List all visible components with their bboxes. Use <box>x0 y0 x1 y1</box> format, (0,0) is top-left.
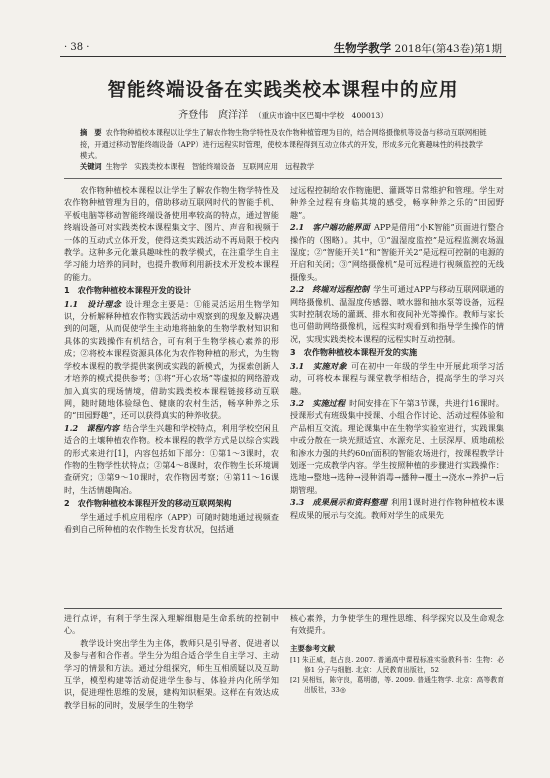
author-affiliation: （重庆市渝中区巴蜀中学校 400013） <box>254 111 388 120</box>
abstract-rule <box>64 178 502 179</box>
journal-name: 生物学教学 <box>333 41 392 55</box>
continued-paragraph: 过远程控制给农作物施肥、灌溉等日常维护和管理。学生对种养全过程有身临其境的感受，畅享种养之乐的“田园野趣”。 <box>290 185 504 220</box>
abstract <box>80 127 490 162</box>
header-rule <box>60 56 506 57</box>
section-3-3-text: 利用1课时进行作物种植校本课程成果的展示与交流。教师对学生的成果先 <box>290 497 504 520</box>
section-3-1-title: 3.1 实施对象 <box>290 360 348 371</box>
section-heading-3: 3 农作物种植校本课程开发的实施 <box>290 347 418 358</box>
section-3-3 <box>290 496 504 521</box>
section-1-2 <box>64 422 279 496</box>
section-heading-1: 1 农作物种植校本课程开发的设计 <box>64 285 192 296</box>
abstract-label: 摘 要 <box>80 128 102 137</box>
section-3-1 <box>290 360 504 397</box>
section-1-1-title: 1.1 设计理念 <box>64 298 122 309</box>
section-heading-2: 2 农作物种植校本课程开发的移动互联网架构 <box>64 498 232 509</box>
bottom-left-paragraph-1: 进行点评，有利于学生深入理解细胞是生命系统的控制中心。 <box>64 613 279 636</box>
section-divider <box>64 608 502 609</box>
section-2-1-text: APP是借用“小K智能”页面进行整合操作的（图略）。其中，①“温湿度监控”是远程监测农场温湿度；②“智能开关1”和“智能开关2”是远程可控制的电源的开启和关闭；③“网络摄像机”是可远程进行视频监控的无线摄像头。 <box>290 222 504 282</box>
section-1-2-title: 1.2 课程内容 <box>64 422 120 433</box>
section-2-paragraph: 学生通过手机应用程序（APP）可随时随地通过视频查看到自己所种植的农作物生长发育状况，包括通 <box>64 511 279 534</box>
article-title: 智能终端设备在实践类校本课程中的应用 <box>107 80 459 101</box>
left-column <box>64 184 279 535</box>
section-3-1-text: 可在初中一年级的学生中开展此项学习活动，可将校本课程与课堂教学相结合，提高学生的学习兴趣。 <box>290 360 504 396</box>
page-number: · 38 · <box>64 42 90 53</box>
journal-header <box>334 40 502 56</box>
section-3-2 <box>290 397 504 496</box>
right-column <box>290 184 504 521</box>
section-1-1-text: 设计理念主要是：①能灵活运用生物学知识，分析解释种植农作物实践活动中观察到的现象及解决遇到的问题，从而促使学生主动地将抽象的生物学教材知识和具体的实践操作有机结合，可有利于生物学核心素养的形成；②将校本课程资源具体化为农作物种植的形式，为生物学校本课程的教学提供案例或实践的新模式，为探索创新人才培养的模式提供参考；③将“开心农场”等虚拟的网络游戏加入真实的现场情境，借助实践类校本课程链接移动互联网，随时随地体验绿色、健康的农村生活，畅享种养之乐的“田园野趣”，还可以获得真实的种养收获。 <box>64 298 279 421</box>
journal-issue: 2018年(第43卷)第1期 <box>394 43 502 55</box>
reference-item: [2] 吴相钰，陈守良，葛明德，等. 2009. 普通生物学. 北京：高等教育出版社，33◎ <box>290 676 504 695</box>
section-1-1 <box>64 298 279 422</box>
section-3-2-text: 时间安排在下午第3节课，共进行16课时。授课形式有班级集中授课、小组合作讨论、活动过程体验和产品相互交流。理论课集中在生物学实验室进行，实践课集中或分散在一块光照适宜、水源充足、土层深厚、质地疏松和渗水力强的共约60㎡面积的智能农场进行，按课程教学计划逐一完成教学内容。学生按照种植的步骤进行实践操作：选地→整地→选种→浸种消毒→播种→覆土→浇水→养护→后期管理。 <box>290 397 504 495</box>
section-3-2-title: 3.2 实施过程 <box>290 397 346 408</box>
keywords <box>80 162 490 172</box>
authors-line <box>60 106 506 121</box>
abstract-text: 农作物种植校本课程以让学生了解农作物生物学特性及农作物种植管理为目的，结合网络摄像机等设备与移动互联网相链接，开通过移动智能终端设备（APP）进行远程实时管理，使校本课程得到互动立体式的开发，形成多元化赛趣味性的科技教学模式。 <box>80 128 487 160</box>
bottom-right-column <box>290 612 504 695</box>
author-names: 齐登伟 庹洋洋 <box>178 110 249 121</box>
references-title: 主要参考文献 <box>290 643 335 653</box>
intro-paragraph: 农作物种植校本课程以让学生了解农作物生物学特性及农作物种植管理为目的，借助移动互联网时代的智能手机、平板电脑等移动智能终端设备使用率较高的特点，通过智能终端设备可对实践类校本课程集文字、图片、声音和视频于一体的互动式立体开发，使得这类实践活动不再局限于校内教学。这种多元化兼具趣味性的教学模式，在注重学生自主学习能力培养的同时，也提升教师利用新技术开发校本课程的能力。 <box>64 185 279 282</box>
bottom-left-column <box>64 612 279 711</box>
keywords-text: 生物学 实践类校本课程 智能终端设备 互联网应用 远程教学 <box>105 162 315 171</box>
bottom-right-paragraph: 核心素养，力争使学生的理性思维、科学探究以及生命观念有效提升。 <box>290 613 504 636</box>
bottom-left-paragraph-2: 教学设计突出学生为主体，教师只是引导者、促进者以及参与者和合作者。学生分为组合适合学生自主学习、主动学习的情景和方法。通过分组探究，师生互相质疑以及互助互学，模型构建等活动促进学生参与、体验并内化所学知识，促进理性思维的发展，建构知识框架。这样在有效达成教学目标的同时，发展学生的生物学 <box>64 637 279 710</box>
section-2-2-text: 学生可通过APP与移动互联网联通的网络摄像机、温湿度传感器、喷水器和抽水泵等设备，远程实时控制农场的灌溉、排水和夜间补光等操作。教师与家长也可借助网络摄像机，远程实时观看到和指导学生操作的情况，实现实践类校本课程的远程实时互动控制。 <box>290 284 504 344</box>
section-1-2-text: 结合学生兴趣和学校特点，利用学校空闲且适合的土壤种植农作物。校本课程的教学方式是以综合实践的形式来进行[1]，内容包括如下部分：①第1～3课时，农作物的生物学性状特点；②第4～8课时，农作物生长环境调查研究；③第9～10课时，农作物因考察；④第11～16课时，生活情趣陶冶。 <box>64 422 279 495</box>
section-3-3-title: 3.3 成果展示和资料整理 <box>290 497 388 508</box>
section-2-2-title: 2.2 终端对远程控制 <box>290 284 370 295</box>
keywords-label: 关键词 <box>80 162 102 171</box>
reference-item: [1] 朱正威，赵占良. 2007. 普通高中课程标准实验教科书：生物：必修1 分子与细胞. 北京：人民教育出版社，52 <box>290 656 504 675</box>
section-2-1-title: 2.1 客户端功能界面 <box>290 222 370 233</box>
section-2-1 <box>290 221 504 283</box>
section-2-2 <box>290 283 504 345</box>
